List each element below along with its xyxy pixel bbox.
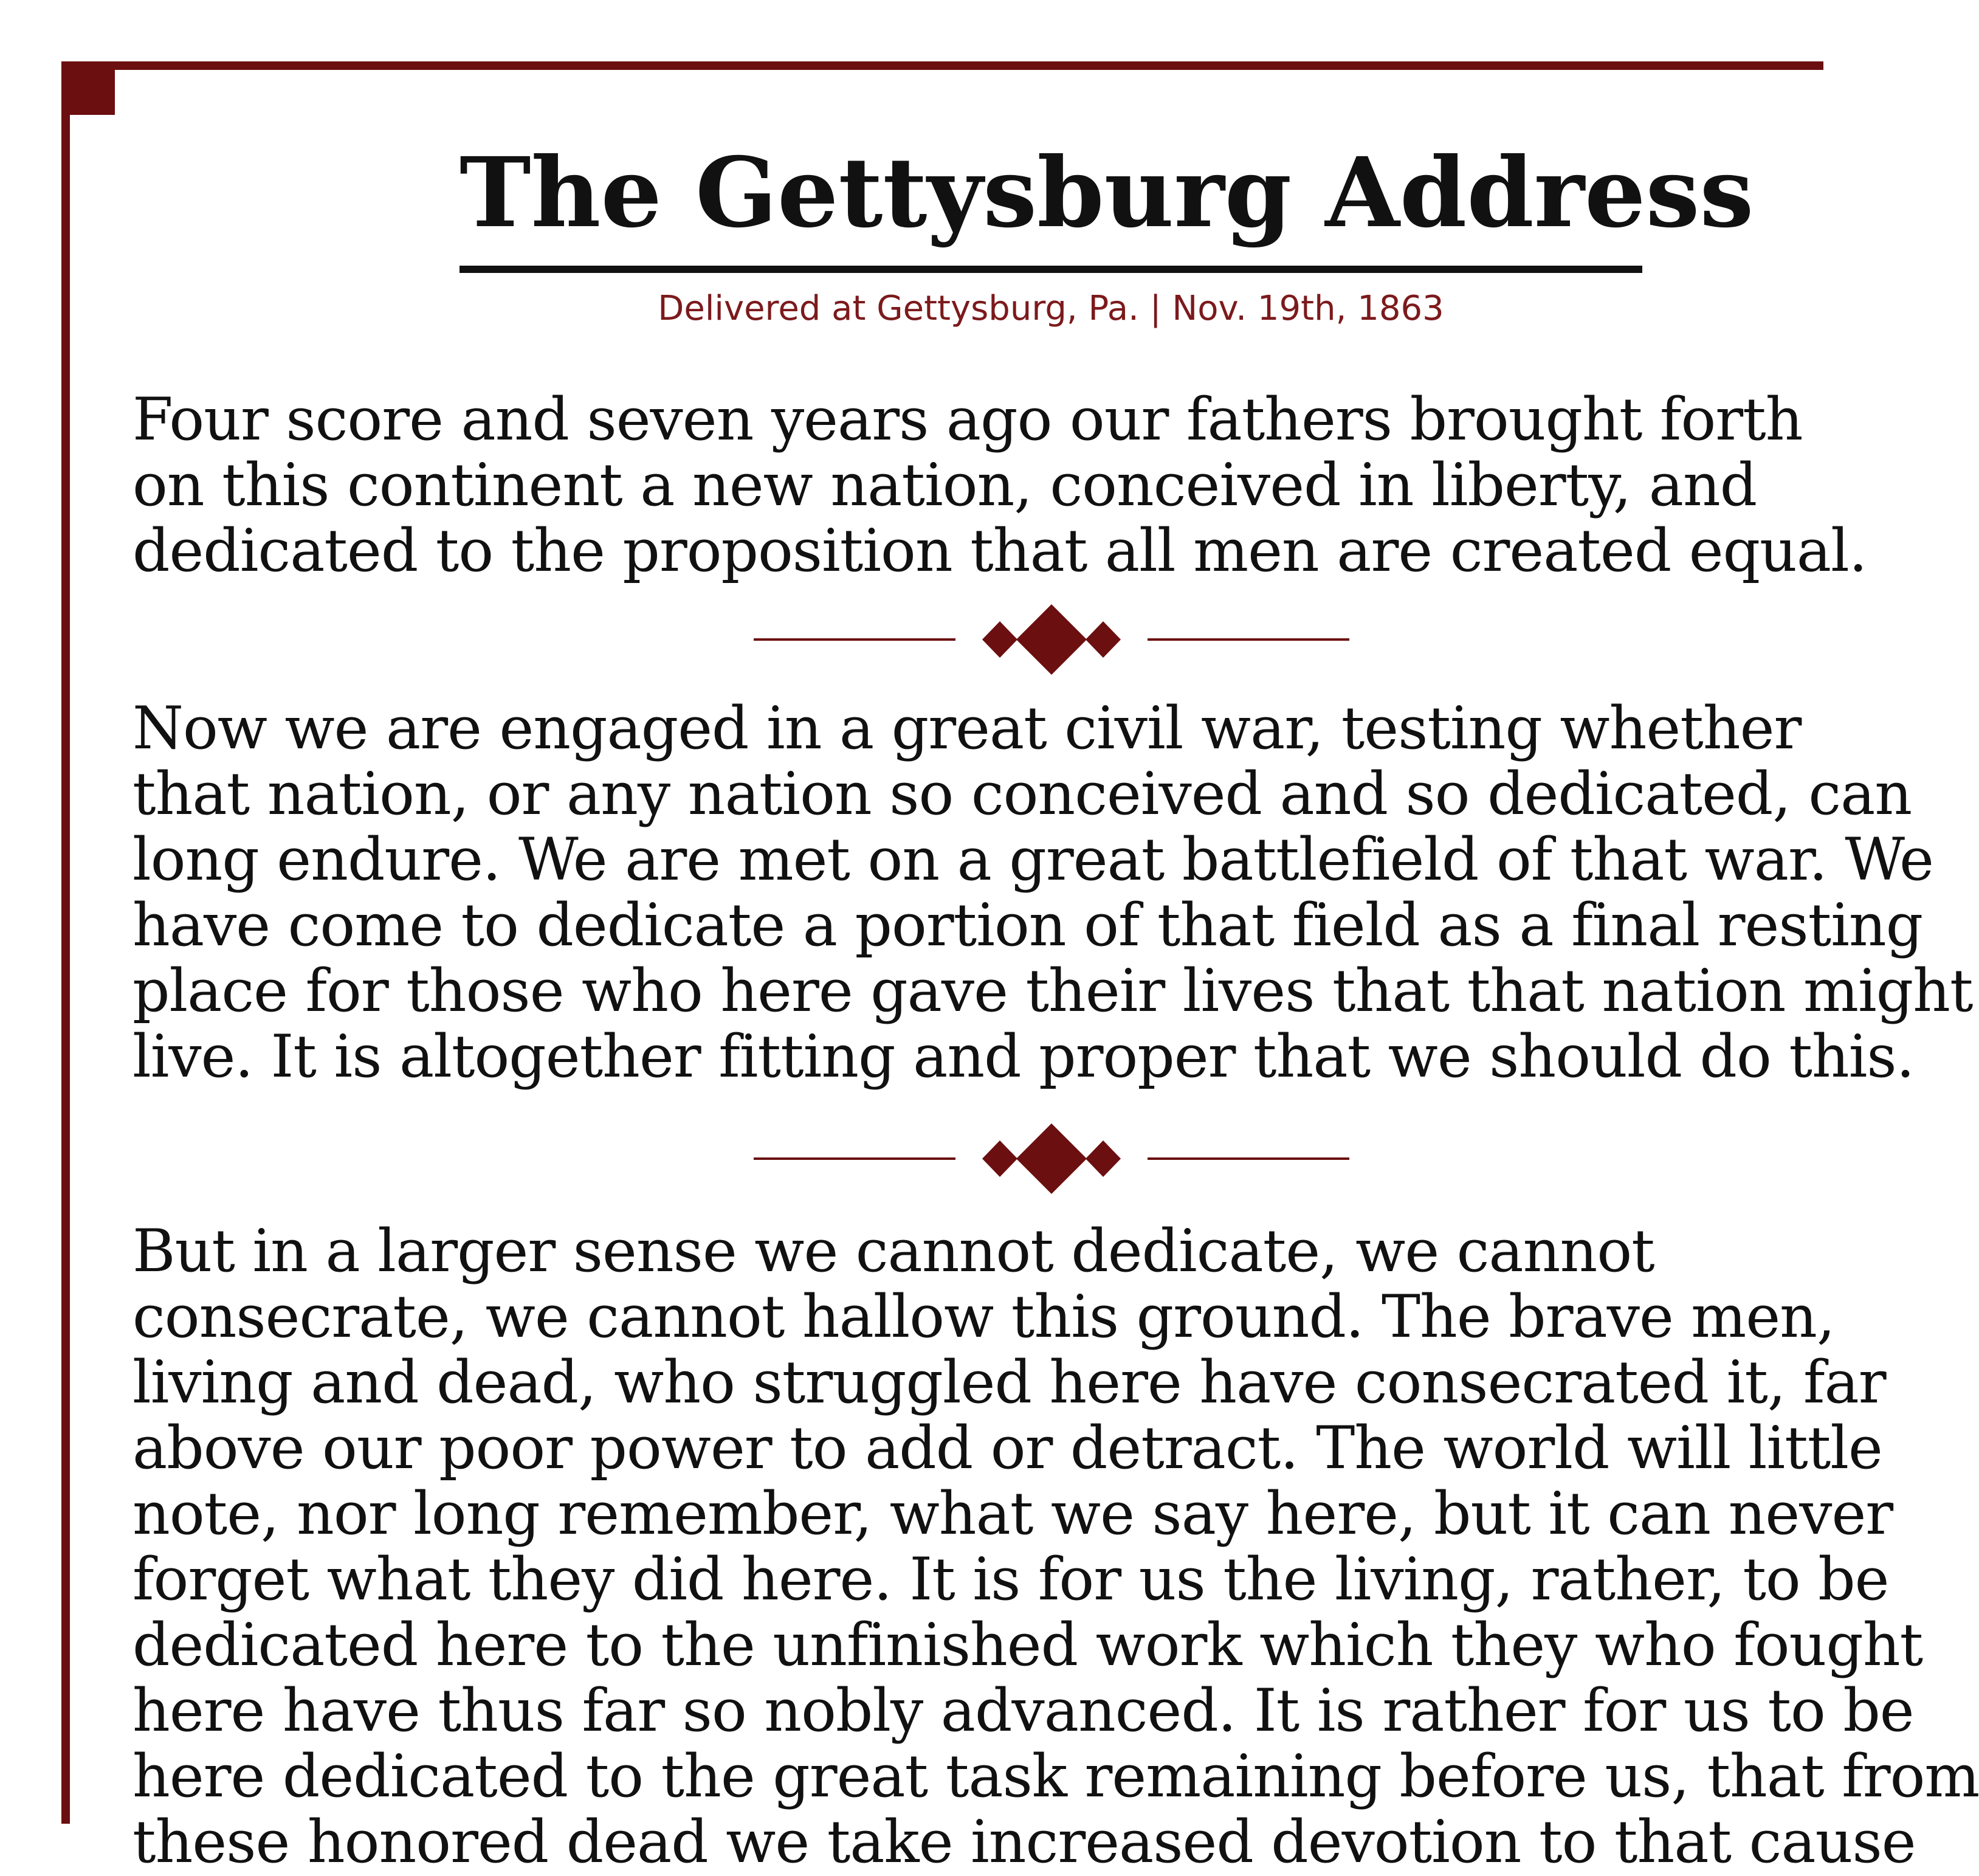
page-title: The Gettysburg Address bbox=[459, 137, 1754, 249]
page-subtitle: Delivered at Gettysburg, Pa. | Nov. 19th, 1863 bbox=[658, 289, 1444, 328]
paragraph-3: But in a larger sense we cannot dedicate, we cannot consecrate, we cannot hallow this ground. The brave men, living and dead, who struggled here have consecrated it, far above our poor power to add or detract. The world will little note, nor long remember, what we say here, but it can never forget what they did here. It is for us the living, rather, to be dedicated here to the unfinished work which they who fought here have thus far so nobly advanced. It is rather for us to be here dedicated to the great task remaining before us, that from these honored dead we take increased devotion to that cause bbox=[133, 1217, 1979, 1876]
paragraph-2: Now we are engaged in a great civil war, testing whether that nation, or any nation so conceived and so dedicated, can long endure. We are met on a great battlefield of that war. We have come to dedicate a portion of that field as a final resting place for those who here gave their lives that that nation might live. It is altogether fitting and proper that we should do this. bbox=[133, 694, 1973, 1091]
border-top bbox=[61, 61, 1823, 70]
section-divider bbox=[754, 1122, 1349, 1195]
title-underline bbox=[459, 266, 1642, 273]
diamond-ornament-icon bbox=[754, 1122, 1349, 1195]
diamond-ornament-icon bbox=[754, 603, 1349, 676]
paragraph-1: Four score and seven years ago our fathers brought forth on this continent a new nation, conceived in liberty, and dedicated to the proposition that all men are created equal. bbox=[133, 385, 1867, 585]
section-divider bbox=[754, 603, 1349, 676]
corner-ornament bbox=[61, 61, 115, 115]
border-left bbox=[61, 61, 70, 1824]
